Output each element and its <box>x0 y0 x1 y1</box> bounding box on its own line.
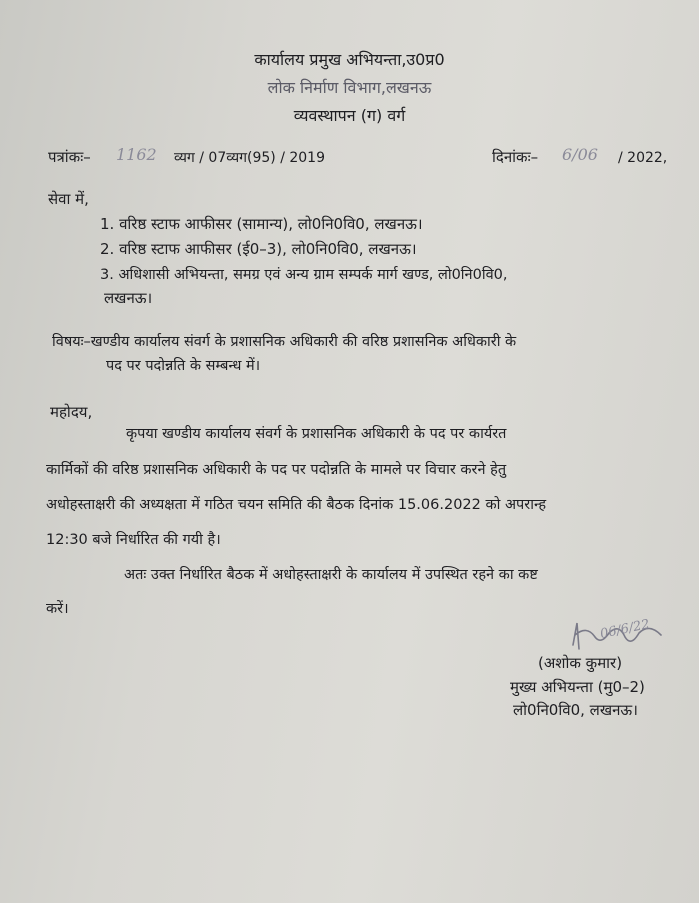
signature-handwritten-date: 06/6/22 <box>598 616 652 643</box>
addressee-item-2: 2. वरिष्ठ स्टाफ आफीसर (ई0–3), लो0नि0वि0, लखनऊ। <box>100 240 417 258</box>
body-line-3: अधोहस्ताक्षरी की अध्यक्षता में गठित चयन समिति की बैठक दिनांक 15.06.2022 को अपरान्ह <box>46 497 547 513</box>
addressee-item-3: 3. अधिशासी अभियन्ता, समग्र एवं अन्य ग्राम सम्पर्क मार्ग खण्ड, लो0नि0वि0, <box>100 267 508 283</box>
department-title: लोक निर्माण विभाग,लखनऊ <box>267 78 432 97</box>
body-line-4: 12:30 बजे निर्धारित की गयी है। <box>46 532 221 548</box>
date-label: दिनांकः– <box>492 148 539 166</box>
body-line-2: कार्मिकों की वरिष्ठ प्रशासनिक अधिकारी के पद पर पदोन्नति के मामले पर विचार करने हेतु <box>46 462 507 478</box>
body-line-5: अतः उक्त निर्धारित बैठक में अधोहस्ताक्षरी के कार्यालय में उपस्थित रहने का कष्ट <box>124 567 538 583</box>
signatory-designation: मुख्य अभियन्ता (मु0–2) <box>510 678 645 696</box>
salutation: महोदय, <box>50 403 93 421</box>
signatory-name: (अशोक कुमार) <box>538 654 623 672</box>
body-line-6: करें। <box>46 601 69 617</box>
date-year: / 2022, <box>618 150 668 166</box>
body-line-1: कृपया खण्डीय कार्यालय संवर्ग के प्रशासनिक अधिकारी के पद पर कार्यरत <box>126 426 507 442</box>
office-title: कार्यालय प्रमुख अभियन्ता,उ0प्र0 <box>254 50 445 69</box>
ref-code: व्यग / 07व्यग(95) / 2019 <box>174 150 325 166</box>
ref-label: पत्रांकः– <box>48 148 91 166</box>
subject-line-2: पद पर पदोन्नति के सम्बन्ध में। <box>106 358 261 374</box>
date-handwritten: 6/06 <box>562 145 598 164</box>
addressee-intro: सेवा में, <box>48 190 89 208</box>
signatory-office: लो0नि0वि0, लखनऊ। <box>513 701 638 719</box>
subject-line-1: विषयः–खण्डीय कार्यालय संवर्ग के प्रशासनिक अधिकारी की वरिष्ठ प्रशासनिक अधिकारी के <box>52 334 517 350</box>
ref-number-handwritten: 1162 <box>116 145 157 164</box>
addressee-item-3-cont: लखनऊ। <box>104 289 153 307</box>
addressee-item-1: 1. वरिष्ठ स्टाफ आफीसर (सामान्य), लो0नि0वि0, लखनऊ। <box>100 215 423 233</box>
section-title: व्यवस्थापन (ग) वर्ग <box>293 106 406 125</box>
